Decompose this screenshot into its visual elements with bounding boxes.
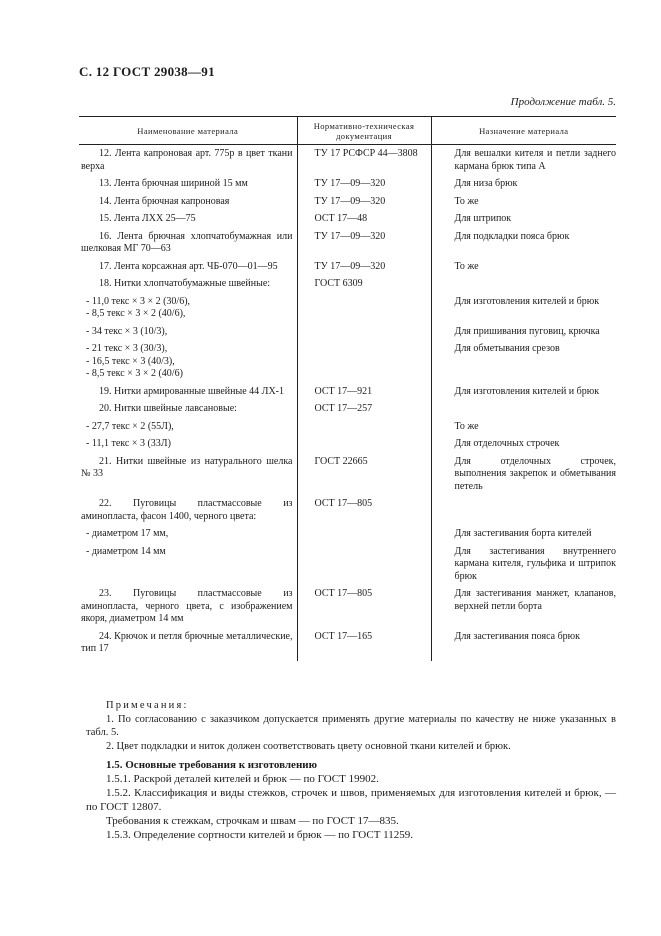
table-row <box>79 196 616 214</box>
material-name-cell <box>79 498 297 528</box>
table-row <box>79 178 616 196</box>
note-item: 1. По согласованию с заказчиком допускается применять другие материалы по качеству не ниже указанных в табл. 5. <box>86 713 616 738</box>
section-paragraph: 1.5.1. Раскрой деталей кителей и брюк — по ГОСТ 19902. <box>106 773 379 785</box>
documentation-cell: ТУ 17—09—320 <box>297 261 431 279</box>
table-row <box>79 261 616 279</box>
material-name: 24. Крючок и петля брючные металлические, тип 17 <box>81 630 293 654</box>
material-name-cell <box>79 403 297 421</box>
material-name-cell <box>79 261 297 279</box>
section-paragraph: Требования к стежкам, строчкам и швам — по ГОСТ 17—835. <box>106 815 399 827</box>
material-name-cell <box>79 386 297 404</box>
documentation-cell: ОСТ 17—921 <box>297 386 431 404</box>
purpose-cell: Для подкладки пояса брюк <box>454 230 570 242</box>
material-name: 13. Лента брючная шириной 15 мм <box>99 178 248 189</box>
documentation-cell <box>297 421 431 439</box>
material-name-cell <box>79 278 297 296</box>
purpose-cell: Для застегивания манжет, клапанов, верхней петли борта <box>454 588 616 612</box>
documentation-cell <box>297 438 431 456</box>
table-row <box>79 231 616 261</box>
purpose-cell: Для низа брюк <box>454 178 518 189</box>
notes-block <box>86 699 616 753</box>
materials-table <box>79 116 616 661</box>
purpose-cell: Для застегивания борта кителей <box>454 528 592 539</box>
material-subitem: - 11,0 текс × 3 × 2 (30/6), <box>86 295 191 307</box>
material-subitem: - 8,5 текс × 3 × 2 (40/6), <box>86 308 186 319</box>
material-name: 19. Нитки армированные швейные 44 ЛХ-1 <box>99 385 285 397</box>
table-row <box>79 403 616 421</box>
material-name-cell <box>79 421 297 439</box>
notes-title: Примечания: <box>106 700 189 711</box>
table-row <box>79 296 616 326</box>
material-name: 18. Нитки хлопчатобумажные швейные: <box>99 278 271 289</box>
material-name: 16. Лента брючная хлопчатобумажная или шелковая МГ 70—63 <box>81 230 293 254</box>
material-name: 14. Лента брючная капроновая <box>99 195 230 207</box>
table-row <box>79 498 616 528</box>
documentation-cell <box>297 546 431 589</box>
note-item: 2. Цвет подкладки и ниток должен соответствовать цвету основной ткани кителей и брюк. <box>106 740 511 752</box>
material-name: 23. Пуговицы пластмассовые из аминопласта, черного цвета, с изображением якоря, диаметром 14 мм <box>81 588 293 624</box>
documentation-cell: ТУ 17—09—320 <box>297 196 431 214</box>
documentation-cell <box>297 343 431 386</box>
table-row <box>79 438 616 456</box>
table-row <box>79 278 616 296</box>
documentation-cell <box>297 296 431 326</box>
purpose-cell: Для изготовления кителей и брюк <box>454 385 600 397</box>
purpose-cell <box>431 498 616 528</box>
material-subitem: - диаметром 17 мм, <box>86 528 169 539</box>
documentation-cell: ГОСТ 22665 <box>297 456 431 499</box>
purpose-cell <box>431 278 616 296</box>
material-subitem: - 27,7 текс × 2 (55Л), <box>86 420 174 432</box>
table-body <box>79 145 616 661</box>
material-name-cell <box>79 145 297 179</box>
material-name-cell <box>79 196 297 214</box>
purpose-cell: Для отделочных строчек, выполнения закрепок и обметывания петель <box>454 455 616 492</box>
table-row <box>79 546 616 589</box>
documentation-cell: ОСТ 17—257 <box>297 403 431 421</box>
material-name-cell <box>79 631 297 661</box>
material-subitem: - 11,1 текс × 3 (33Л) <box>86 438 171 449</box>
material-subitem: - 8,5 текс × 3 × 2 (40/6) <box>86 368 183 379</box>
table-row <box>79 456 616 499</box>
table-row <box>79 213 616 231</box>
purpose-cell: То же <box>454 420 479 432</box>
documentation-cell: ГОСТ 6309 <box>297 278 431 296</box>
table-row <box>79 588 616 631</box>
table-row <box>79 528 616 546</box>
material-name-cell <box>79 178 297 196</box>
section-heading: 1.5. Основные требования к изготовлению <box>106 759 318 771</box>
purpose-cell: Для обметывания срезов <box>454 343 560 354</box>
purpose-cell: Для застегивания пояса брюк <box>454 630 581 642</box>
material-name-cell <box>79 231 297 261</box>
documentation-cell <box>297 326 431 344</box>
material-name: 20. Нитки швейные лавсановые: <box>99 403 237 414</box>
table-row <box>79 326 616 344</box>
table-continuation-label: Продолжение табл. 5. <box>510 96 616 108</box>
purpose-cell: То же <box>454 195 479 207</box>
purpose-cell: Для изготовления кителей и брюк <box>454 295 600 307</box>
table-row <box>79 343 616 386</box>
material-subitem: - 16,5 текс × 3 (40/3), <box>86 355 175 367</box>
documentation-cell: ОСТ 17—805 <box>297 498 431 528</box>
documentation-cell: ТУ 17—09—320 <box>297 178 431 196</box>
purpose-cell: Для пришивания пуговиц, крючка <box>454 325 600 337</box>
purpose-cell: Для застегивания внутреннего кармана кителя, гульфика и штрипок брюк <box>454 545 616 582</box>
purpose-cell: Для вешалки кителя и петли заднего кармана брюк типа А <box>454 148 616 172</box>
documentation-cell: ТУ 17—09—320 <box>297 231 431 261</box>
material-name: 17. Лента корсажная арт. ЧБ-070—01—95 <box>99 260 278 272</box>
purpose-cell <box>431 403 616 421</box>
material-name-cell <box>79 343 297 386</box>
purpose-cell: То же <box>454 260 479 272</box>
documentation-cell: ОСТ 17—48 <box>297 213 431 231</box>
purpose-cell: Для штрипок <box>454 213 512 224</box>
material-name-cell <box>79 438 297 456</box>
material-name-cell <box>79 213 297 231</box>
section-paragraph: 1.5.2. Классификация и виды стежков, строчек и швов, применяемых для изготовления кителей и брюк, — по ГОСТ 12807. <box>86 787 616 813</box>
material-name-cell <box>79 528 297 546</box>
material-name-cell <box>79 296 297 326</box>
page-title: С. 12 ГОСТ 29038—91 <box>79 64 215 79</box>
material-name: 15. Лента ЛХХ 25—75 <box>99 213 196 224</box>
column-header-purpose: Назначение материала <box>431 117 616 145</box>
material-name: 21. Нитки швейные из натурального шелка № 33 <box>81 455 293 479</box>
material-subitem: - 21 текс × 3 (30/3), <box>86 343 168 354</box>
material-subitem: - 34 текс × 3 (10/3), <box>86 325 168 337</box>
material-name: 12. Лента капроновая арт. 775р в цвет ткани верха <box>81 148 293 172</box>
material-name-cell <box>79 326 297 344</box>
documentation-cell: ОСТ 17—805 <box>297 588 431 631</box>
material-name-cell <box>79 456 297 499</box>
material-subitem: - диаметром 14 мм <box>86 545 166 557</box>
table-row <box>79 386 616 404</box>
table-header-row <box>79 117 616 145</box>
purpose-cell: Для отделочных строчек <box>454 438 560 449</box>
material-name-cell <box>79 546 297 589</box>
column-header-documentation: Нормативно-техническая документация <box>297 117 431 145</box>
documentation-cell: ТУ 17 РСФСР 44—3808 <box>297 145 431 179</box>
table-row <box>79 421 616 439</box>
table-row <box>79 145 616 179</box>
documentation-cell: ОСТ 17—165 <box>297 631 431 661</box>
table-row <box>79 631 616 661</box>
material-name: 22. Пуговицы пластмассовые из аминопласта, фасон 1400, черного цвета: <box>81 498 293 522</box>
documentation-cell <box>297 528 431 546</box>
material-name-cell <box>79 588 297 631</box>
column-header-material: Наименование материала <box>79 117 297 145</box>
requirements-section <box>86 758 616 842</box>
section-paragraph: 1.5.3. Определение сортности кителей и брюк — по ГОСТ 11259. <box>106 829 414 841</box>
